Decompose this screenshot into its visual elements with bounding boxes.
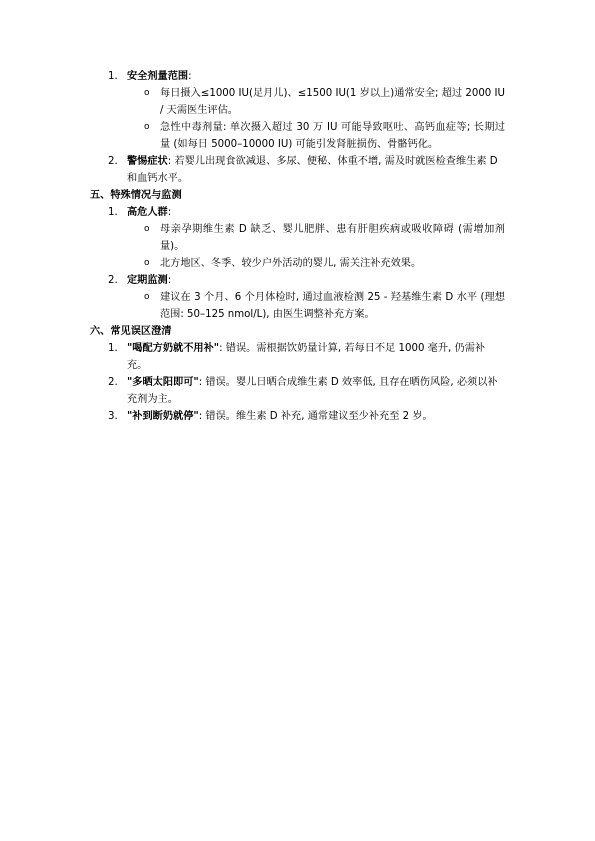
- list-item-text: : 错误。维生素 D 补充, 通常建议至少补充至 2 岁。: [198, 411, 433, 422]
- list-number: 2.: [108, 156, 118, 167]
- sub-bullet-text: 每日摄入≤1000 IU(足月儿)、≤1500 IU(1 岁以上)通常安全; 超过 2000 IU / 天需医生评估。: [160, 88, 505, 116]
- list-number: 3.: [108, 411, 118, 422]
- sub-bullet-item: [0, 119, 505, 153]
- list-item-term: 安全剂量范围: [127, 71, 189, 82]
- list-item-term: "喝配方奶就不用补": [127, 343, 220, 354]
- list-item-term: 定期监测: [127, 275, 168, 286]
- sub-bullet-text: 建议在 3 个月、6 个月体检时, 通过血液检测 25 - 羟基维生素 D 水平 (理想范围: 50–125 nmol/L), 由医生调整补充方案。: [160, 292, 505, 320]
- list-item-text: :: [188, 71, 192, 82]
- list-item: [0, 68, 505, 85]
- list-item-text: : 错误。需根据饮奶量计算, 若每日不足 1000 毫升, 仍需补充。: [127, 343, 486, 371]
- list-number: 2.: [108, 275, 118, 286]
- list-item-term: "多晒太阳即可": [127, 377, 199, 388]
- list-number: 1.: [108, 207, 118, 218]
- list-number: 1.: [108, 71, 118, 82]
- bullet-circle-icon: o: [144, 258, 150, 268]
- list-item-text: : 错误。婴儿日晒合成维生素 D 效率低, 且存在晒伤风险, 必须以补充剂为主。: [127, 377, 498, 405]
- section-heading: 五、特殊情况与监测: [90, 190, 182, 201]
- list-item: [0, 340, 505, 374]
- list-item: [0, 374, 505, 408]
- bullet-circle-icon: o: [144, 122, 150, 132]
- bullet-circle-icon: o: [144, 88, 150, 98]
- sub-bullet-item: [0, 255, 505, 272]
- list-item-text: :: [167, 275, 172, 286]
- sub-bullet-text: 急性中毒剂量: 单次摄入超过 30 万 IU 可能导致呕吐、高钙血症等; 长期过量 (如每日 5000–10000 IU) 可能引发肾脏损伤、骨骼钙化。: [160, 122, 505, 150]
- bullet-circle-icon: o: [144, 292, 150, 302]
- list-number: 2.: [108, 377, 118, 388]
- list-item-text: :: [167, 207, 172, 218]
- sub-bullet-item: [0, 85, 505, 119]
- list-item: [0, 153, 505, 187]
- list-item-text: : 若婴儿出现食欲减退、多尿、便秘、体重不增, 需及时就医检查维生素 D 和血钙水平。: [127, 156, 498, 184]
- bullet-circle-icon: o: [144, 224, 150, 234]
- list-item-term: 警惕症状: [127, 156, 168, 167]
- document-body: [0, 68, 595, 425]
- sub-bullet-text: 母亲孕期维生素 D 缺乏、婴儿肥胖、患有肝胆疾病或吸收障碍 (需增加剂量)。: [160, 224, 505, 252]
- section-heading: 六、常见误区澄清: [90, 326, 172, 337]
- sub-bullet-text: 北方地区、冬季、较少户外活动的婴儿, 需关注补充效果。: [160, 258, 422, 269]
- list-item: [0, 272, 505, 289]
- sub-bullet-item: [0, 289, 505, 323]
- sub-bullet-item: [0, 221, 505, 255]
- list-item-term: "补到断奶就停": [127, 411, 199, 422]
- list-item: [0, 408, 505, 425]
- list-item-term: 高危人群: [127, 207, 168, 218]
- list-number: 1.: [108, 343, 118, 354]
- list-item: [0, 204, 505, 221]
